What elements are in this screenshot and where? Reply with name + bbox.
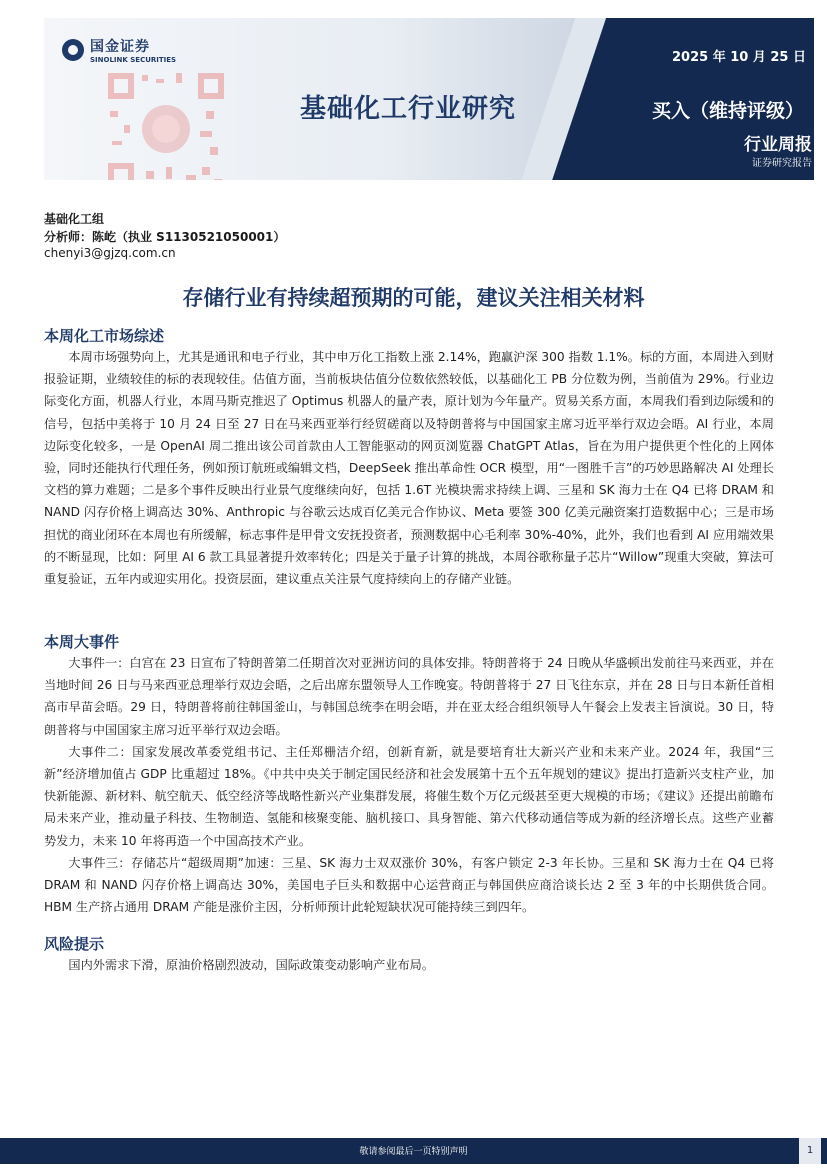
company-logo xyxy=(62,36,176,64)
paragraph: 本周市场强势向上，尤其是通讯和电子行业，其中申万化工指数上涨 2.14%，跑赢沪深 300 指数 1.1%。标的方面，本周进入到财报验证期，业绩较佳的标的表现较佳。估值方面，当前板块估值分位数依然较低，以基础化工 PB 分位数为例，当前值为 29%。行业边际变化方面，机器人行业，本周马斯克推迟了 Optimus 机器人的量产表，原计划为今年量产。贸易关系方面，本周我们看到边际缓和的信号，包括中美将于 10 月 24 日至 27 日在马来西亚举行经贸磋商以及特朗普将与中国国家主席习近平举行双边会晤。AI 行业，本周边际变化较多，一是 OpenAI 周二推出该公司首款由人工智能驱动的网页浏览器 ChatGPT Atlas，旨在为用户提供更个性化的上网体验，同时还能执行代理任务，例如预订航班或编辑文档，DeepSeek 推出革命性 OCR 模型，用“一图胜千言”的巧妙思路解决 AI 处理长文档的算力难题；二是多个事件反映出行业景气度继续向好，包括 1.6T 光模块需求持续上调、三星和 SK 海力士在 Q4 已将 DRAM 和 NAND 闪存价格上调高达 30%、Anthropic 与谷歌云达成百亿美元合作协议、Meta 要签 300 亿美元融资案打造数据中心；三是市场担忧的商业闭环在本周也有所缓解，标志事件是甲骨文安抚投资者，预测数据中心毛利率 30%-40%，此外，我们也看到 AI 应用端效果的不断显现，比如：阿里 AI 6 款工具显著提升效率转化；四是关于量子计算的挑战，本周谷歌称量子芯片“Willow”现重大突破，算法可重复验证，五年内或迎实用化。投资层面，建议重点关注景气度持续向上的存储产业链。 xyxy=(44,350,775,587)
page-number: 1 xyxy=(799,1138,821,1164)
report-date: 2025 年 10 月 25 日 xyxy=(672,50,806,65)
section-major-events xyxy=(44,632,774,918)
logo-cn: 国金证券 xyxy=(90,39,150,55)
section-heading: 风险提示 xyxy=(44,935,105,953)
report-category: 证券研究报告 xyxy=(752,158,812,169)
paragraph: 大事件一：白宫在 23 日宣布了特朗普第二任期首次对亚洲访问的具体安排。特朗普将于 24 日晚从华盛顿出发前往马来西亚，并在当地时间 26 日与马来西亚总理举行双边会晤，之后出席东盟领导人工作晚宴。特朗普将于 27 日飞往东京，并在 28 日与日本新任首相高市早苗会晤。29 日，特朗普将前往韩国釜山，与韩国总统李在明会晤，并在亚太经合组织领导人午餐会上发表主旨演说。30 日，特朗普将与中国国家主席习近平举行双边会晤。 xyxy=(44,656,774,737)
logo-mark-icon xyxy=(62,39,84,61)
section-market-review xyxy=(44,326,774,590)
qr-code-icon xyxy=(106,71,226,180)
paragraph: 大事件二：国家发展改革委党组书记、主任郑栅洁介绍，创新育新，就是要培育壮大新兴产业和未来产业。2024 年，我国“三新”经济增加值占 GDP 比重超过 18%。《中共中央关于制定国民经济和社会发展第十五个五年规划的建议》提出打造新兴支柱产业，加快新能源、新材料、航空航天、低空经济等战略性新兴产业集群发展，将催生数个万亿元级甚至更大规模的市场；《建议》还提出前瞻布局未来产业，推动量子科技、生物制造、氢能和核聚变能、脑机接口、具身智能、第六代移动通信等成为新的经济增长点。这些产业蓄势发力，未来 10 年将再造一个中国高技术产业。 xyxy=(44,744,774,848)
analyst-email[interactable]: chenyi3@gjzq.com.cn xyxy=(44,246,176,260)
section-heading: 本周化工市场综述 xyxy=(44,327,165,345)
footer-bar xyxy=(0,1138,827,1164)
research-group: 基础化工组 xyxy=(44,212,105,226)
paragraph: 大事件三：存储芯片“超级周期”加速：三星、SK 海力士双双涨价 30%，有客户锁定 2-3 年长协。三星和 SK 海力士在 Q4 已将 DRAM 和 NAND 闪存价格上调高达 30%，美国电子巨头和数据中心运营商正与韩国供应商洽谈长达 2 至 3 年的中长期供货合同。HBM 生产挤占通用 DRAM 产能是涨价主因，分析师预计此轮短缺状况可能持续三到四年。 xyxy=(44,855,774,915)
report-title: 存储行业有持续超预期的可能，建议关注相关材料 xyxy=(182,286,645,310)
rating: 买入（维持评级） xyxy=(651,100,804,122)
paragraph: 国内外需求下滑，原油价格剧烈波动，国际政策变动影响产业布局。 xyxy=(68,958,435,972)
header-banner xyxy=(44,18,814,180)
footer-disclaimer: 敬请参阅最后一页特别声明 xyxy=(359,1147,468,1157)
logo-en: SINOLINK SECURITIES xyxy=(90,56,177,64)
analyst-name: 分析师：陈屹（执业 S1130521050001） xyxy=(44,230,286,244)
report-type: 行业周报 xyxy=(744,135,812,155)
section-heading: 本周大事件 xyxy=(44,633,120,651)
section-risk xyxy=(44,934,774,976)
banner-title: 基础化工行业研究 xyxy=(300,94,517,124)
